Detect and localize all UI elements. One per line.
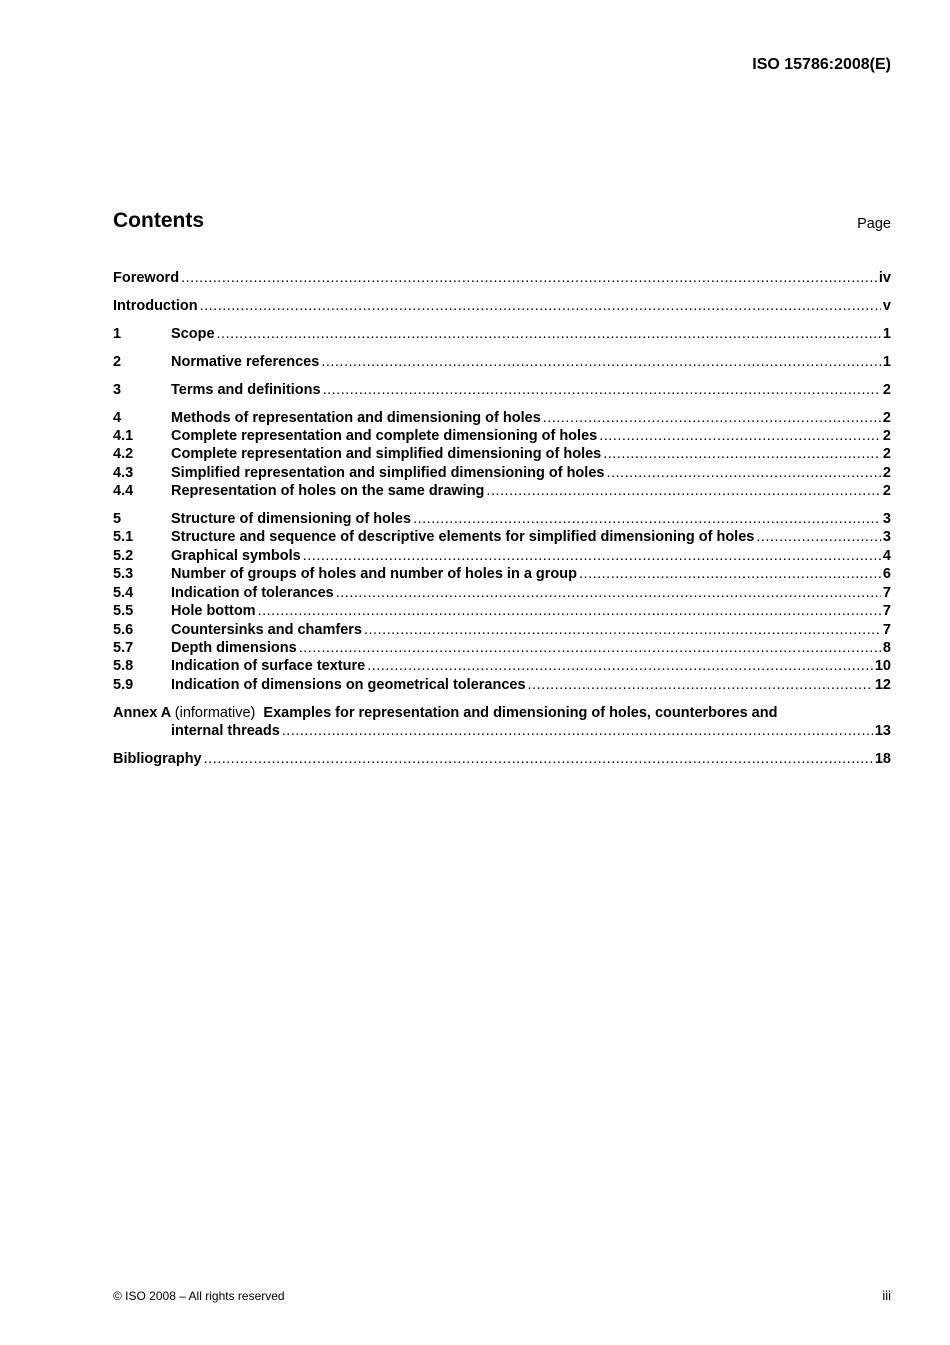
toc-entry-page: 1 (882, 325, 891, 342)
toc-entry[interactable] (113, 510, 891, 528)
annex-title-line2: internal threads (171, 723, 280, 740)
toc-entry-page: 3 (882, 511, 891, 528)
annex-page: 13 (874, 723, 891, 740)
toc-entry[interactable] (113, 528, 891, 546)
toc-entry-number: 5.6 (113, 621, 134, 638)
footer-copyright: © ISO 2008 – All rights reserved (113, 1289, 285, 1303)
toc-groups (113, 269, 891, 694)
dot-leader (258, 602, 881, 620)
toc-entry-title: Number of groups of holes and number of holes in a group (171, 566, 578, 583)
toc-entry-title: Scope (171, 325, 215, 342)
toc-entry-number: 5.9 (113, 676, 134, 693)
toc-entry-page: 7 (882, 584, 891, 601)
dot-leader (282, 722, 873, 740)
dot-leader (603, 445, 881, 463)
document-header-id: ISO 15786:2008(E) (752, 56, 891, 73)
toc-entry[interactable] (113, 639, 891, 657)
toc-group (113, 353, 891, 371)
dot-leader (579, 565, 881, 583)
page-column-label: Page (857, 216, 891, 232)
toc-entry[interactable] (113, 325, 891, 343)
toc-entry[interactable] (113, 409, 891, 427)
table-of-contents (113, 269, 891, 778)
dot-leader (303, 547, 881, 565)
dot-leader (364, 621, 881, 639)
bibliography-title: Bibliography (113, 750, 202, 767)
toc-entry[interactable] (113, 297, 891, 315)
bibliography-page: 18 (874, 750, 891, 767)
footer-page-number: iii (882, 1288, 891, 1303)
toc-entry-number: 4.1 (113, 427, 134, 444)
toc-entry[interactable] (113, 584, 891, 602)
toc-entry[interactable] (113, 353, 891, 371)
toc-entry-title: Methods of representation and dimensioning of holes (171, 409, 541, 426)
toc-entry-page: 7 (882, 603, 891, 620)
toc-entry-page: 6 (882, 566, 891, 583)
toc-entry-number: 5.8 (113, 658, 134, 675)
dot-leader (756, 528, 881, 546)
toc-entry-title: Complete representation and complete dimensioning of holes (171, 427, 598, 444)
toc-entry-number: 4.2 (113, 446, 134, 463)
dot-leader (543, 409, 881, 427)
toc-entry-page: 8 (882, 639, 891, 656)
toc-entry[interactable] (113, 269, 891, 287)
toc-entry-title: Foreword (113, 270, 180, 286)
toc-entry-page: 2 (882, 464, 891, 481)
toc-entry-page: 2 (882, 381, 891, 398)
toc-entry-page: 2 (882, 446, 891, 463)
toc-entry[interactable] (113, 676, 891, 694)
toc-entry-title: Introduction (113, 297, 198, 314)
toc-group (113, 409, 891, 501)
toc-entry-title: Countersinks and chamfers (171, 621, 362, 638)
dot-leader (413, 510, 881, 528)
dot-leader (528, 676, 873, 694)
annex-title-line1: Examples for representation and dimensioning of holes, counterbores and (263, 704, 778, 721)
toc-entry[interactable] (113, 482, 891, 500)
toc-entry-number: 5.7 (113, 639, 134, 656)
toc-entry[interactable] (113, 621, 891, 639)
toc-entry[interactable] (113, 547, 891, 565)
contents-heading: Contents (113, 209, 204, 232)
toc-group (113, 325, 891, 343)
toc-entry-page: 4 (882, 547, 891, 564)
toc-entry-page: 10 (874, 658, 891, 675)
toc-entry-title: Graphical symbols (171, 547, 301, 564)
dot-leader (217, 325, 881, 343)
toc-entry[interactable] (113, 464, 891, 482)
toc-entry[interactable] (113, 602, 891, 620)
toc-entry-page: 3 (882, 529, 891, 546)
toc-entry-number: 3 (113, 381, 122, 398)
toc-entry-title: Indication of surface texture (171, 658, 366, 675)
toc-entry-title: Indication of tolerances (171, 584, 334, 601)
toc-entry-title: Simplified representation and simplified dimensioning of holes (171, 464, 605, 481)
toc-entry-title: Terms and definitions (171, 381, 321, 398)
dot-leader (336, 584, 881, 602)
toc-entry-page: 7 (882, 621, 891, 638)
toc-entry-number: 5.2 (113, 547, 134, 564)
toc-entry-number: 4.4 (113, 483, 134, 500)
annex-qualifier: (informative) (174, 704, 256, 721)
toc-entry-title: Structure and sequence of descriptive elements for simplified dimensioning of holes (171, 529, 755, 546)
toc-entry[interactable] (113, 381, 891, 399)
toc-entry-number: 5 (113, 511, 122, 528)
dot-leader (323, 381, 881, 399)
toc-entry-page: 2 (882, 427, 891, 444)
toc-entry-number: 1 (113, 325, 122, 342)
toc-entry-number: 4.3 (113, 464, 134, 481)
toc-entry-page: iv (878, 270, 891, 286)
dot-leader (486, 482, 881, 500)
toc-entry-page: 2 (882, 409, 891, 426)
dot-leader (299, 639, 881, 657)
toc-entry[interactable] (113, 427, 891, 445)
toc-entry-number: 5.5 (113, 603, 134, 620)
toc-entry-page: 1 (882, 353, 891, 370)
toc-entry-number: 5.4 (113, 584, 134, 601)
dot-leader (204, 750, 873, 768)
toc-bibliography-entry[interactable] (113, 750, 891, 768)
toc-entry-title: Complete representation and simplified dimensioning of holes (171, 446, 602, 463)
toc-entry-title: Hole bottom (171, 603, 256, 620)
toc-entry-title: Representation of holes on the same drawing (171, 483, 485, 500)
toc-entry-number: 5.1 (113, 529, 134, 546)
toc-group (113, 297, 891, 315)
toc-entry-title: Indication of dimensions on geometrical tolerances (171, 676, 526, 693)
dot-leader (367, 657, 873, 675)
dot-leader (606, 464, 880, 482)
toc-group (113, 269, 891, 287)
toc-entry[interactable] (113, 565, 891, 583)
annex-label: Annex A (113, 704, 171, 721)
toc-entry[interactable] (113, 657, 891, 675)
dot-leader (321, 353, 881, 371)
toc-entry-number: 4 (113, 409, 122, 426)
dot-leader (181, 269, 877, 287)
toc-entry-number: 2 (113, 353, 122, 370)
toc-entry-number: 5.3 (113, 566, 134, 583)
toc-entry-page: 2 (882, 483, 891, 500)
toc-entry-page: 12 (874, 676, 891, 693)
toc-group (113, 510, 891, 694)
dot-leader (599, 427, 881, 445)
toc-entry-title: Normative references (171, 353, 320, 370)
toc-entry-page: v (882, 297, 891, 314)
toc-entry[interactable] (113, 445, 891, 463)
toc-entry-title: Depth dimensions (171, 639, 297, 656)
toc-annex-entry[interactable] (113, 704, 891, 741)
toc-group (113, 381, 891, 399)
toc-entry-title: Structure of dimensioning of holes (171, 511, 412, 528)
dot-leader (200, 297, 881, 315)
